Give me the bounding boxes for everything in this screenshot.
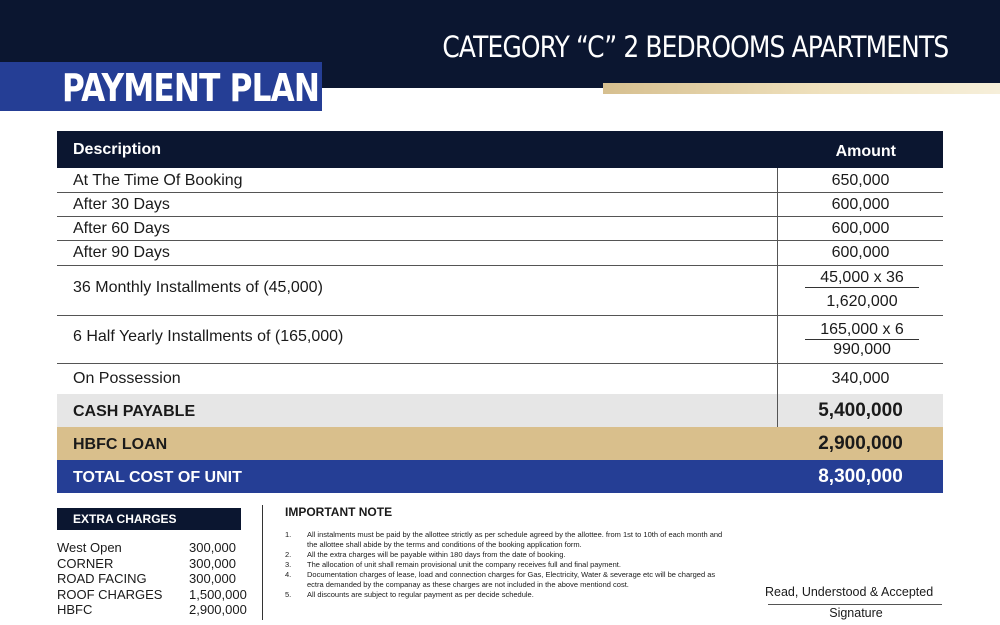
summary-amount: 2,900,000 <box>818 433 903 454</box>
section-divider <box>262 505 263 620</box>
row-description: After 30 Days <box>73 196 170 213</box>
summary-amount: 8,300,000 <box>818 466 903 487</box>
note-item <box>285 550 725 560</box>
extra-charges-title: EXTRA CHARGES <box>73 512 177 526</box>
payment-table <box>57 131 943 493</box>
table-header <box>57 131 943 168</box>
installment-formula: 165,000 x 6 <box>805 321 919 340</box>
note-number: 3. <box>285 560 292 569</box>
list-item <box>57 556 257 572</box>
note-text: All discounts are subject to regular payment as per decide schedule. <box>307 590 534 599</box>
row-description: 6 Half Yearly Installments of (165,000) <box>73 328 344 345</box>
charge-label: HBFC <box>57 602 93 618</box>
summary-label: TOTAL COST OF UNIT <box>73 469 242 486</box>
signature-line <box>768 604 942 605</box>
note-item <box>285 590 725 600</box>
total-cost-row <box>57 460 943 493</box>
charge-label: CORNER <box>57 555 114 571</box>
summary-label: HBFC LOAN <box>73 436 168 453</box>
note-item <box>285 560 725 570</box>
table-row <box>57 364 943 394</box>
note-item <box>285 570 725 590</box>
signature-label: Signature <box>829 606 883 620</box>
summary-label: CASH PAYABLE <box>73 403 196 420</box>
row-description: 36 Monthly Installments of (45,000) <box>73 279 323 296</box>
note-text: All instalments must be paid by the allottee strictly as per schedule agreed by the allottee. from 1st to 10th of each month and the allottee shall abide by the terms and conditions of the booking application form. <box>307 530 723 549</box>
row-amount: 1,620,000 <box>826 293 898 310</box>
column-divider <box>777 316 778 363</box>
row-amount: 600,000 <box>831 196 890 213</box>
column-divider <box>777 266 778 315</box>
installment-formula: 45,000 x 36 <box>805 269 919 288</box>
row-amount: 600,000 <box>831 244 890 261</box>
table-row <box>57 266 943 316</box>
cash-payable-row <box>57 394 943 427</box>
row-description: After 90 Days <box>73 244 170 261</box>
table-row <box>57 316 943 364</box>
charge-value: 300,000 <box>189 571 236 587</box>
charge-label: ROAD FACING <box>57 571 147 587</box>
note-number: 4. <box>285 570 292 579</box>
row-description: At The Time Of Booking <box>73 172 243 189</box>
note-item <box>285 530 725 550</box>
category-title: CATEGORY “C” 2 BEDROOMS APARTMENTS <box>442 30 948 64</box>
note-text: Documentation charges of lease, load and connection charges for Gas, Electricity, Water & severage etc will be charged as ectra demanded by the companay as these charges are not included in the above mentiond cost. <box>307 570 716 589</box>
table-row <box>57 193 943 217</box>
charge-value: 1,500,000 <box>189 586 247 602</box>
row-amount: 340,000 <box>831 370 890 387</box>
charge-label: ROOF CHARGES <box>57 586 163 602</box>
row-amount: 990,000 <box>833 341 891 358</box>
gold-accent-strip <box>603 83 1000 94</box>
charge-label: West Open <box>57 540 122 555</box>
list-item <box>57 587 257 603</box>
extra-charges-list <box>57 540 257 618</box>
important-note-list <box>285 530 725 600</box>
extra-charges-header <box>57 508 241 530</box>
table-row <box>57 241 943 266</box>
important-note-title: IMPORTANT NOTE <box>285 505 393 519</box>
list-item <box>57 540 257 556</box>
hbfc-loan-row <box>57 427 943 460</box>
page-title: PAYMENT PLAN <box>62 66 320 110</box>
note-number: 5. <box>285 590 292 599</box>
charge-value: 300,000 <box>189 540 236 555</box>
acceptance-label: Read, Understood & Accepted <box>765 585 934 599</box>
summary-amount: 5,400,000 <box>818 400 903 421</box>
row-amount: 600,000 <box>831 220 890 237</box>
table-row <box>57 217 943 241</box>
row-description: After 60 Days <box>73 220 170 237</box>
description-header: Description <box>73 141 162 158</box>
note-number: 1. <box>285 530 292 539</box>
note-text: All the extra charges will be payable within 180 days from the date of booking. <box>307 550 566 559</box>
list-item <box>57 602 257 618</box>
row-description: On Possession <box>73 370 181 387</box>
table-row <box>57 168 943 193</box>
note-text: The allocation of unit shall remain provisional unit the company receives full and final payment. <box>307 560 621 569</box>
amount-header: Amount <box>835 143 896 160</box>
row-amount: 650,000 <box>831 172 890 189</box>
note-number: 2. <box>285 550 292 559</box>
charge-value: 300,000 <box>189 555 236 571</box>
list-item <box>57 571 257 587</box>
charge-value: 2,900,000 <box>189 602 247 618</box>
